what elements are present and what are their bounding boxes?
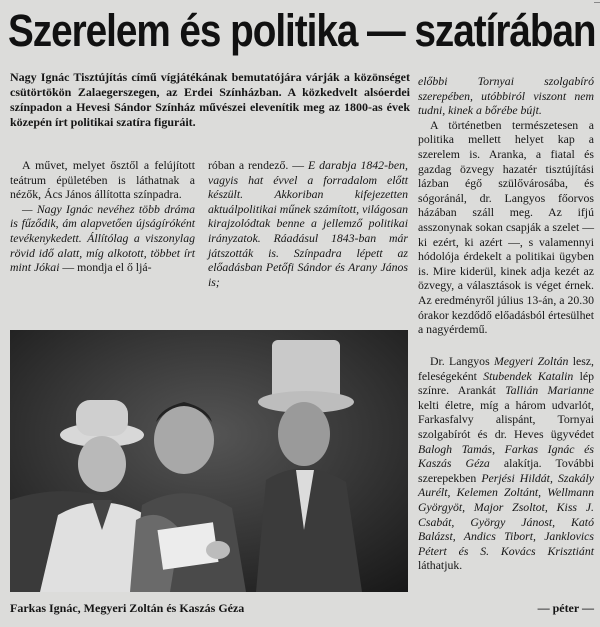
headline: Szerelem és politika — szatírában xyxy=(8,5,596,56)
text-run: lép színre. Arankát xyxy=(418,368,594,398)
actor-name: Tallián Marianne xyxy=(505,383,595,398)
article-column-1 xyxy=(10,158,195,275)
actors-photo-illustration xyxy=(10,330,408,592)
paragraph: A történetben természetesen a politika mellett helyet kap a szerelem is. Aranka, a fiatal és gazdag özvegy hazatér tisztújítási lázban égő szülővárosába, és sógoránál, dr. Langyos főorvos házában száll meg. Az ifjú asszonynak sokan csapják a szelet — ki ezért, ki azért —, s valamennyi hódolója érdekelt a politikai ügyben is. Mire kiderül, kinek adja kezét az özvegy, a választások is véget érnek. Az eredményről július 13-án, a 20.30 órakor kezdődő előadásból értesülhet a nagyérdemű. xyxy=(418,117,594,337)
article-column-3 xyxy=(418,74,594,337)
actor-name: Stubendek Katalin xyxy=(483,368,574,383)
text-run: kelti életre, míg a három udvarlót, Farkasfalvy alispánt, Tornyai szolgabírót és dr. Heves ügyvédet xyxy=(418,397,594,441)
actor-name: Megyeri Zoltán xyxy=(493,354,569,368)
quote-text: — Nagy Ignác nevéhez több dráma is fűződik, ám alapvetően újságíróként tevékenykedett. Állítólag a viszonylag rövid idő alatt, míg alkotott, többet írt mint Jókai xyxy=(10,201,195,275)
paragraph: A művet, melyet ősztől a felújított teátrum épületében is láthatnak a nézők, Ács János állította színpadra. xyxy=(10,158,195,202)
adjacent-article-fragment xyxy=(594,2,600,9)
attribution-text: róban a rendező. — xyxy=(208,158,308,172)
actor-names: Balogh Tamás, Farkas Ignác és Kaszás Géza xyxy=(418,441,594,471)
quote-attribution: — mondja el ő ljá- xyxy=(59,260,152,275)
article-column-2 xyxy=(208,158,408,289)
byline: — péter — xyxy=(537,601,594,615)
paragraph xyxy=(418,74,594,118)
text-run: Dr. Langyos xyxy=(430,354,494,368)
text-run: láthatjuk. xyxy=(418,558,463,573)
paragraph xyxy=(208,158,408,289)
photo-caption: Farkas Ignác, Megyeri Zoltán és Kaszás Géza xyxy=(10,601,245,615)
text-run: lesz, feleségeként xyxy=(418,354,594,383)
article-column-3-cast xyxy=(418,354,594,573)
quote-text: E darabja 1842-ben, vagyis hat évvel a forradalom előtt készült. Akkoriban kifejezetten aktuálpolitikai műnek számított, világosan kirajzolódtak benne a jellemző politikai irányzatok. Ráadásul 1843-ban már játszották is. Színpadra lépett az előadásban Petőfi Sándor és Arany János is; xyxy=(208,158,408,289)
paragraph xyxy=(10,202,195,275)
text-run: alakítja. További szerepekben xyxy=(418,456,594,485)
actor-names: Perjési Hildát, Szakály Aurélt, Kelemen Zoltánt, Wellmann Györgyöt, Major Zsoltot, Kiss J. Csabát, György Jánost, Kató Balázst, Andics Tibort, Janklovics Pétert és S. Kovács Krisztiánt xyxy=(418,470,594,558)
stage-photo xyxy=(10,330,408,592)
lead-paragraph: Nagy Ignác Tisztújítás című vígjátékának bemutatójára várják a közönséget csütörtökön Zalaegerszegen, az Erdei Színházban. A közkedvelt alsóerdei színpadon a Hevesi Sándor Színház művészei elevenítik meg az 1800-as évek közepén írt politikai szatíra figuráit. xyxy=(10,70,410,129)
quote-text: előbbi Tornyai szolgabíró szerepében, utóbbiról viszont nem tudni, kinek a bőrébe bújt. xyxy=(418,74,594,118)
cast-paragraph xyxy=(418,354,594,573)
